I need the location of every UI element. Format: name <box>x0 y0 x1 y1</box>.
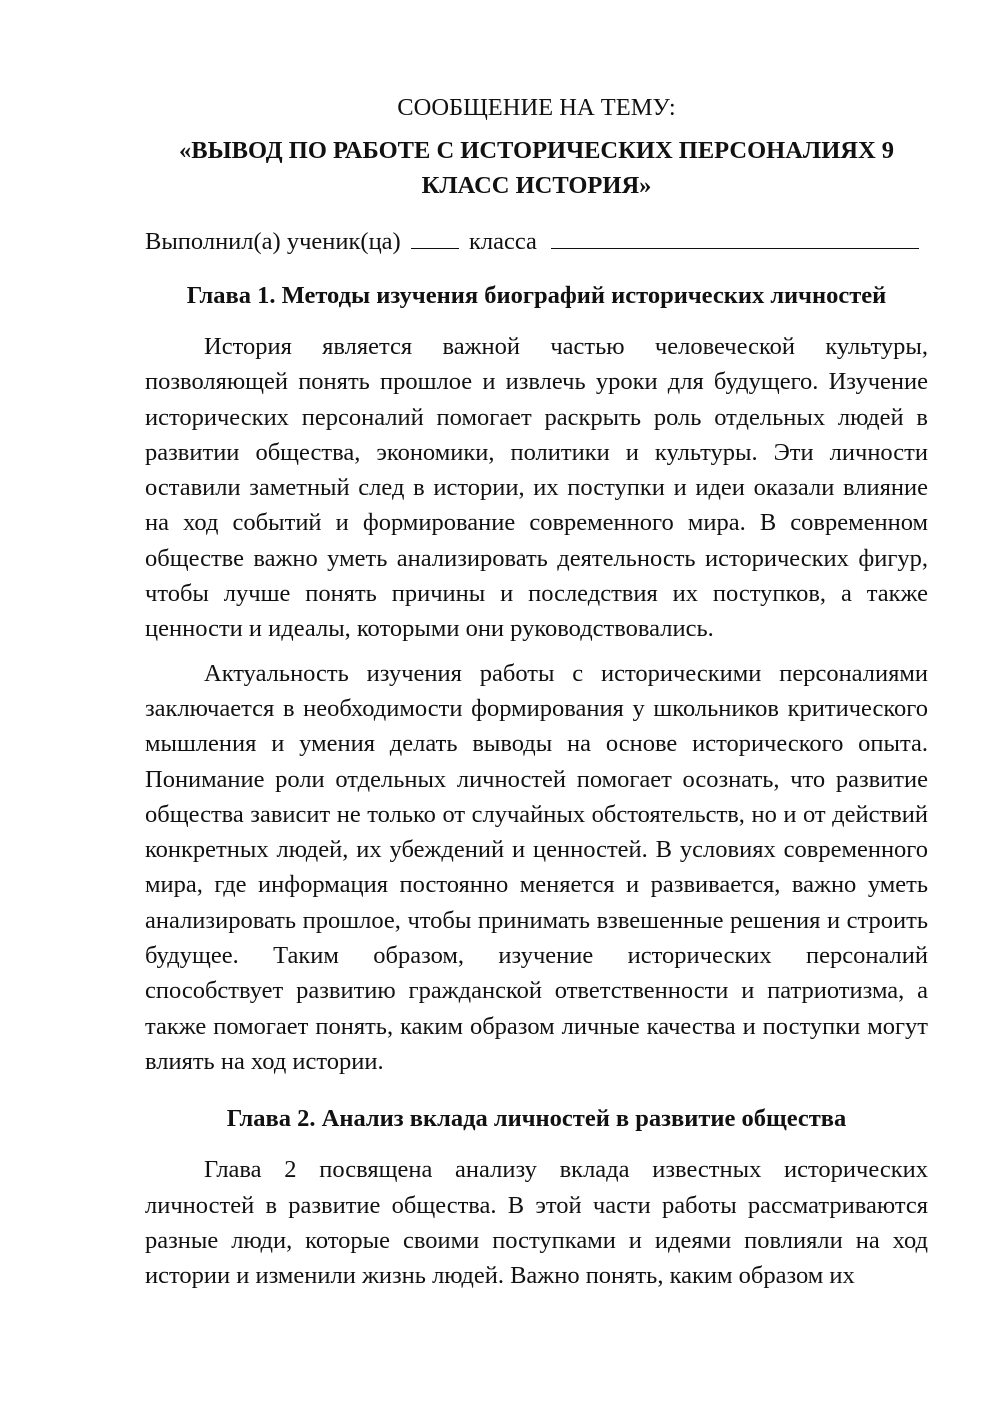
chapter-1-paragraph-2: Актуальность изучения работы с историческими персоналиями заключается в необходимости формирования у школьников критического мышления и умения делать выводы на основе исторического опыта. Понимание роли отдельных личностей помогает осознать, что развитие общества зависит не только от случайных обстоятельств, но и от действий конкретных людей, их убеждений и ценностей. В условиях современного мира, где информация постоянно меняется и развивается, важно уметь анализировать прошлое, чтобы принимать взвешенные решения и строить будущее. Таким образом, изучение исторических персоналий способствует развитию гражданской ответственности и патриотизма, а также помогает понять, каким образом личные качества и поступки могут влиять на ход истории. <box>145 659 928 1075</box>
chapter-1-heading: Глава 1. Методы изучения биографий исторических личностей <box>186 282 887 309</box>
student-info-line <box>145 224 928 259</box>
class-number-blank <box>411 224 459 249</box>
chapter-2-paragraph-1: Глава 2 посвящена анализу вклада известных исторических личностей в развитие общества. В этой части работы рассматриваются разные люди, которые своими поступками и идеями повлияли на ход истории и изменили жизнь людей. Важно понять, каким образом их <box>145 1156 928 1290</box>
chapter-1-paragraph-1: История является важной частью человеческой культуры, позволяющей понять прошлое и извлечь уроки для будущего. Изучение исторических персоналий помогает раскрыть роль отдельных людей в развитии общества, экономики, политики и культуры. Эти личности оставили заметный след в истории, их поступки и идеи оказали влияние на ход событий и формирование современного мира. В современном обществе важно уметь анализировать деятельность исторических фигур, чтобы лучше понять причины и последствия их поступков, а также ценности и идеалы, которыми они руководствовались. <box>145 333 928 643</box>
chapter-2-heading: Глава 2. Анализ вклада личностей в развитие общества <box>226 1105 847 1133</box>
class-label: класса <box>468 228 537 255</box>
document-title: СООБЩЕНИЕ НА ТЕМУ: <box>397 94 676 121</box>
document-subtitle: «ВЫВОД ПО РАБОТЕ С ИСТОРИЧЕСКИХ ПЕРСОНАЛИЯХ 9 КЛАСС ИСТОРИЯ» <box>178 137 895 199</box>
performed-by-label: Выполнил(а) ученик(ца) <box>145 228 401 255</box>
document-page <box>145 90 928 1302</box>
student-name-blank <box>551 224 919 249</box>
